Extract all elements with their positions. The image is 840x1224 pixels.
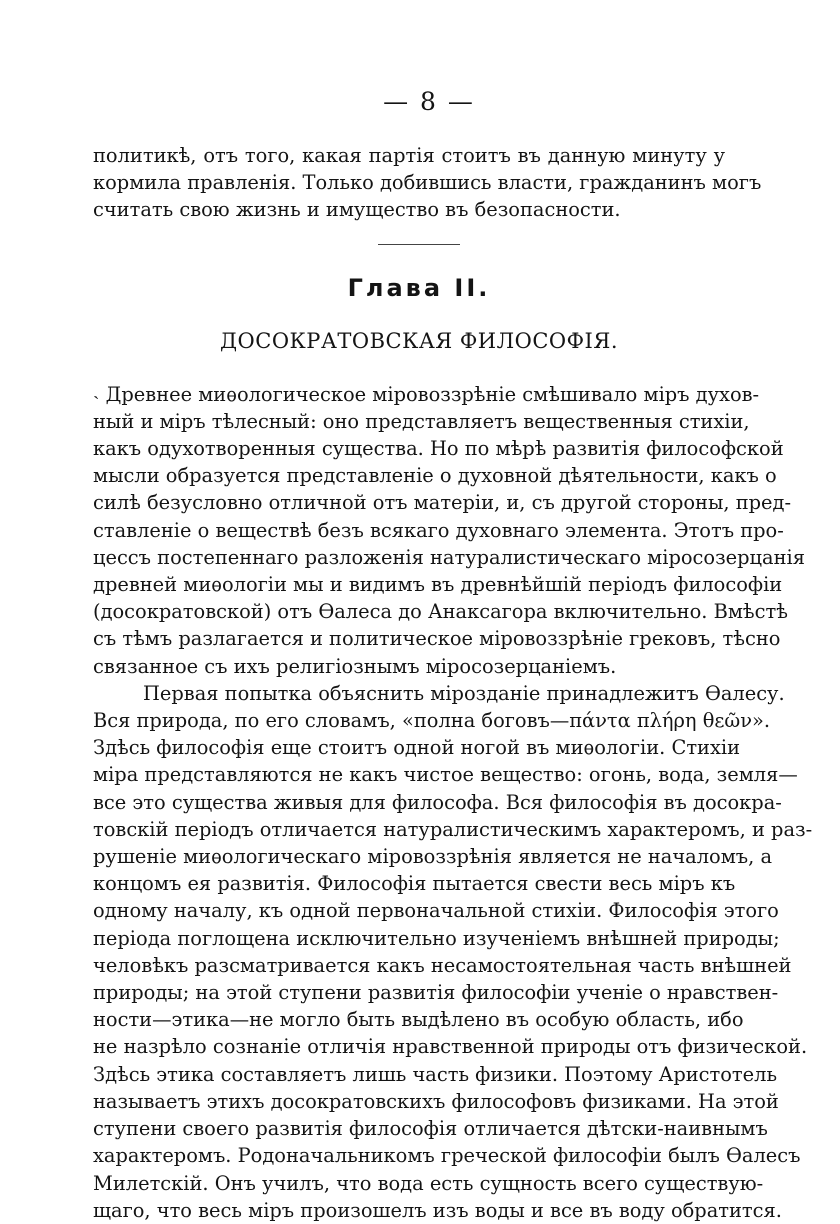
page-number: — 8 — [383, 87, 475, 116]
text-line: Здѣсь этика составляетъ лишь часть физики. Поэтому Аристотель [93, 1062, 778, 1086]
text-line: силѣ безусловно отличной отъ матеріи, и, съ другой стороны, пред- [93, 491, 792, 515]
text-line: Милетскій. Онъ училъ, что вода есть сущность всего существую- [93, 1171, 764, 1195]
text-line: называетъ этихъ досократовскихъ философовъ физиками. На этой [93, 1089, 779, 1113]
paragraph-2 [93, 680, 813, 1224]
intro-paragraph [93, 142, 762, 224]
text-line: какъ одухотворенныя существа. Но по мѣрѣ развитія философской [93, 437, 784, 461]
text-line: древней миѳологіи мы и видимъ въ древнѣйшій періодъ философіи [93, 573, 783, 597]
text-line: концомъ ея развитія. Философія пытается свести весь міръ къ [93, 872, 736, 896]
text-line: ступени своего развитія философія отличается дѣтски-наивнымъ [93, 1117, 768, 1141]
text-line: человѣкъ разсматривается какъ несамостоятельная часть внѣшней [93, 953, 792, 977]
text-line: щаго, что весь міръ произошелъ изъ воды и все въ воду обратится. [93, 1198, 782, 1222]
chapter-title: ДОСОКРАТОВСКАЯ ФИЛОСОФІЯ. [219, 328, 618, 353]
text-line: міра представляются не какъ чистое вещество: огонь, вода, земля— [93, 763, 798, 787]
text-line: характеромъ. Родоначальникомъ греческой философіи былъ Ѳалесъ [93, 1144, 801, 1168]
text-line: рушеніе миѳологическаго міровоззрѣнія является не началомъ, а [93, 845, 773, 869]
text-line: Первая попытка объяснить мірозданіе принадлежитъ Ѳалесу. [143, 681, 785, 705]
text-line: ности—этика—не могло быть выдѣлено въ особую область, ибо [93, 1008, 744, 1032]
chapter-heading: Глава II. [347, 273, 491, 302]
book-page [93, 86, 813, 1224]
section-divider [378, 244, 460, 245]
text-line: считать свою жизнь и имущество въ безопасности. [93, 198, 621, 222]
text-line: ˴ Древнее миѳологическое міровоззрѣніе смѣшивало міръ духов- [93, 382, 760, 406]
text-line: періода поглощена исключительно изученіемъ внѣшней природы; [93, 926, 780, 950]
text-line: мысли образуется представленіе о духовной дѣятельности, какъ о [93, 464, 777, 488]
text-line: ный и міръ тѣлесный: оно представляетъ вещественныя стихіи, [93, 409, 750, 433]
text-line: все это существа живыя для философа. Вся философія въ досокра- [93, 790, 782, 814]
text-line: природы; на этой ступени развитія философіи ученіе о нравствен- [93, 981, 779, 1005]
text-line: ставленіе о веществѣ безъ всякаго духовнаго элемента. Этотъ про- [93, 518, 784, 542]
text-line: Вся природа, по его словамъ, «полна боговъ—πάντα πλήρη θεῶν». [93, 709, 771, 733]
text-line: кормила правленія. Только добившись власти, гражданинъ могъ [93, 171, 762, 195]
text-line: (досократовской) отъ Ѳалеса до Анаксагора включительно. Вмѣстѣ [93, 600, 788, 624]
text-line: товскій періодъ отличается натуралистическимъ характеромъ, и раз- [93, 817, 813, 841]
text-line: связанное съ ихъ религіознымъ міросозерцаніемъ. [93, 654, 617, 678]
paragraph-1 [93, 381, 805, 680]
text-line: Здѣсь философія еще стоитъ одной ногой въ миѳологіи. Стихіи [93, 736, 741, 760]
text-line: одному началу, къ одной первоначальной стихіи. Философія этого [93, 899, 779, 923]
text-line: политикѣ, отъ того, какая партія стоитъ въ данную минуту у [93, 144, 725, 167]
text-line: не назрѣло сознаніе отличія нравственной природы отъ физической. [93, 1035, 808, 1059]
text-line: съ тѣмъ разлагается и политическое міровоззрѣніе грековъ, тѣсно [93, 627, 781, 651]
chapter-body [93, 381, 813, 1224]
text-line: цессъ постепеннаго разложенія натуралистическаго міросозерцанія [93, 545, 805, 569]
